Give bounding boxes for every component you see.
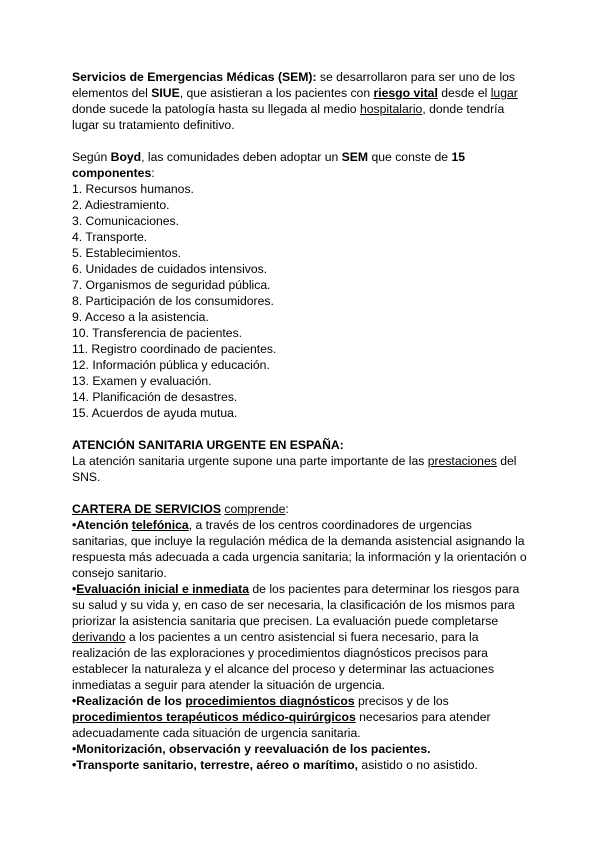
list-item: 6. Unidades de cuidados intensivos.: [72, 262, 268, 276]
terapeuticos-term: procedimientos terapéuticos médico-quirúrgicos: [72, 710, 356, 724]
text: , a través de los centros coordinadores de urgencias sanitarias, que incluye la regulación médica de la demanda asistencial asignando la respuesta más adecuada a cada urgencia sanitaria; la información y la orientación o consejo sanitario.: [72, 518, 527, 580]
bullet-bold: •Monitorización, observación y reevaluación de los pacientes.: [72, 742, 431, 756]
text: a los pacientes a un centro asistencial si fuera necesario, para la realización de las exploraciones y procedimientos diagnósticos precisos para establecer la naturaleza y el alcance del proceso y determinar las actuaciones inmediatas a seguir para atender la situación de urgencia.: [72, 630, 495, 692]
list-item: 8. Participación de los consumidores.: [72, 294, 274, 308]
bullet: •: [72, 582, 77, 596]
cartera-heading: [72, 501, 530, 517]
list-item: 11. Registro coordinado de pacientes.: [72, 342, 277, 356]
text: , las comunidades deben adoptar un: [141, 150, 342, 164]
text: asistido o no asistido.: [358, 758, 478, 772]
diagnosticos-term: procedimientos diagnósticos: [185, 694, 355, 708]
siue-term: SIUE: [151, 86, 180, 100]
riesgo-vital-term: riesgo vital: [373, 86, 438, 100]
hospitalario-term: hospitalario: [359, 102, 423, 116]
list-item: 15. Acuerdos de ayuda mutua.: [72, 406, 238, 420]
sem-term: SEM: [341, 150, 369, 164]
monitorizacion-item: [72, 741, 530, 757]
text: desde el: [437, 86, 491, 100]
prestaciones-term: prestaciones: [427, 454, 497, 468]
text: necesarios para atender adecuadamente cada situación de urgencia sanitaria.: [72, 710, 491, 740]
list-item: 1. Recursos humanos.: [72, 182, 194, 196]
sem-paragraph: [72, 69, 530, 133]
comprende-word: comprende: [224, 502, 286, 516]
components-list: [72, 181, 530, 421]
text: de los pacientes para determinar los riesgos para su salud y su vida y, en caso de ser necesaria, la clasificación de los mismos para priorizar la asistencia sanitaria que precisen. La evaluación puede completarse: [72, 582, 520, 628]
text: La atención sanitaria urgente supone una parte importante de las: [72, 454, 428, 468]
transporte-item: [72, 757, 530, 773]
list-item: 9. Acceso a la asistencia.: [72, 310, 209, 324]
list-item: 12. Información pública y educación.: [72, 358, 270, 372]
bullet-bold: •Realización de los: [72, 694, 186, 708]
evaluacion-term: Evaluación inicial e inmediata: [76, 582, 250, 596]
text: :: [151, 166, 155, 180]
telefonica-term: telefónica: [131, 518, 189, 532]
bullet-bold: •Atención: [72, 518, 132, 532]
list-item: 3. Comunicaciones.: [72, 214, 180, 228]
text: se desarrollaron para ser uno de los elementos del: [72, 70, 516, 100]
list-item: 10. Transferencia de pacientes.: [72, 326, 243, 340]
text: donde sucede la patología hasta su llegada al medio: [72, 102, 360, 116]
realizacion-item: [72, 693, 530, 741]
atencion-telefonica-item: [72, 517, 530, 581]
list-item: 2. Adiestramiento.: [72, 198, 170, 212]
list-item: 4. Transporte.: [72, 230, 148, 244]
sem-title: Servicios de Emergencias Médicas (SEM):: [72, 70, 317, 84]
list-item: 7. Organismos de seguridad pública.: [72, 278, 271, 292]
list-item: 13. Examen y evaluación.: [72, 374, 212, 388]
boyd-name: Boyd: [110, 150, 142, 164]
heading-text: ATENCIÓN SANITARIA URGENTE EN ESPAÑA:: [72, 438, 344, 452]
atencion-heading: [72, 437, 530, 453]
text: del SNS.: [72, 454, 517, 484]
boyd-paragraph: [72, 149, 530, 181]
atencion-paragraph: [72, 453, 530, 485]
components-count: 15 componentes: [72, 150, 465, 180]
list-item: 14. Planificación de desastres.: [72, 390, 238, 404]
lugar-term: lugar: [490, 86, 518, 100]
text: que conste de: [368, 150, 452, 164]
list-item: 5. Establecimientos.: [72, 246, 182, 260]
evaluacion-item: [72, 581, 530, 693]
text: , que asistieran a los pacientes con: [179, 86, 374, 100]
text: Según: [72, 150, 111, 164]
derivando-term: derivando: [72, 630, 126, 644]
text: precisos y de los: [354, 694, 449, 708]
cartera-title: CARTERA DE SERVICIOS: [72, 502, 221, 516]
bullet-bold: •Transporte sanitario, terrestre, aéreo o marítimo,: [72, 758, 359, 772]
text: , donde tendría lugar su tratamiento definitivo.: [72, 102, 505, 132]
text: :: [285, 502, 289, 516]
